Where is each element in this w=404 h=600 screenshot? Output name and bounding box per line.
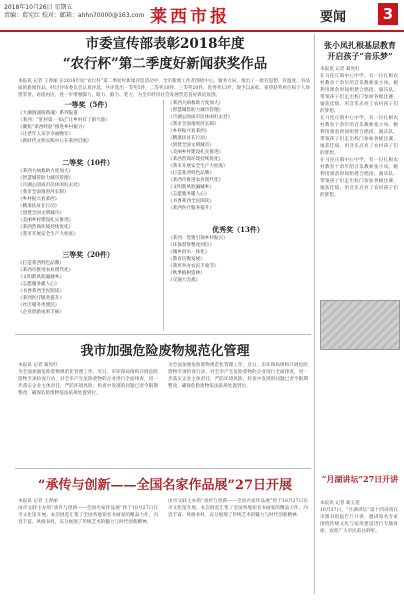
column-divider [163,100,164,330]
main-body: 在2018年度“农行杯”第二季度好新闻评选活动中，全市新闻工作者围绕中心、服务大局，推出了一批有思想、有温度、有品质的新闻作品。经过评审委员会认真评选，共评选出一等奖5件、二等奖10件、三等奖20件、优秀奖13件，现予以表彰。希望获奖单位和个人珍惜荣誉、再接再厉，进一步增强脚力、眼力、脑力、笔力，为全市经济社会发展营造良好舆论氛围。 [18,79,310,98]
right-story2-headline: “月湖讲坛”27日开讲 [321,474,399,484]
story2-col2 [168,362,308,462]
right-story2-text: 10月27日，“月湖讲坛”第十四讲将在市图书馆报告厅开讲，邀请知名专家围绕传统文化与家风建设进行专题讲座，欢迎广大市民前往聆听。 [320,508,398,534]
newspaper-logo: 莱西市报 [150,7,230,27]
right-story2-body [320,500,398,594]
section-divider [15,468,311,469]
story3-body: 由市文联主办的“承传与创新——全国名家作品展”将于10月27日在市文化馆开展。本次展览汇集了全国各地知名书画家的精品力作，内容丰富、风格多样，充分展现了传统艺术的魅力与时代创新精神。 [18,506,158,525]
right-story1-headline: 张小凤扎根基层教育 开启孩子“音乐梦” [324,40,396,61]
list-item: 《精准扶贫在行动》 [168,136,210,141]
list-item: 《莱西医疗服务提升》 [18,296,64,301]
list-item: 《莱西大病救助力度加大》 [168,101,224,106]
list-item: 《我市开展安全生产大检查》 [168,164,228,169]
second-column-list [168,100,308,212]
list-item: 《创建全国文明城市》 [18,211,64,216]
story3-col1 [18,498,158,594]
list-item: 《莱西营商环境持续优化》 [18,225,74,230]
list-item: 《城乡供水一体化》 [168,250,210,255]
right-story1-text: 在马连庄镇中心中学，有一位扎根农村教育十余年的音乐教师张小凤。她利用课余时间组建合唱团、器乐队，带领孩子们走出校门参加各级比赛，屡获佳绩，用音乐点亮了农村孩子们的梦想。 [320,74,398,114]
news-photo [320,300,400,350]
story2-col1 [18,362,158,462]
story3-byline: 本报讯 记者 王春丽 [18,499,58,504]
list-item: 《莱西营商环境持续优化》 [168,157,224,162]
main-headline [20,34,310,74]
second-prize-heading: 二等奖（10件） [62,158,114,167]
list-item: 《我市开展安全生产大检查》 [18,232,78,237]
list-item: 《打造莱西特色品牌》 [168,171,214,176]
story3-col2 [168,498,308,594]
list-item: 《文明新风吹遍城乡》 [18,275,64,280]
section-title: 要闻 [320,10,347,25]
second-prize-list [18,168,158,238]
right-story1-text-cont2: 在马连庄镇中心中学，有一位扎根农村教育十余年的音乐教师张小凤。她利用课余时间组建合唱团、器乐队，带领孩子们走出校门参加各级比赛，屡获佳绩，用音乐点亮了农村孩子们的梦想。 [320,158,398,198]
list-item: 《志愿服务暖人心》 [18,282,60,287]
main-byline: 本报讯 记者 王春丽 [18,79,58,84]
date-line: 2018年10月26日 星期五 [4,4,73,11]
list-item: 《莱西大病救助力度加大》 [18,169,74,174]
list-item: 《聚焦“莱西经验”推进乡村振兴》 [18,125,88,130]
list-item: 《美丽乡村建设扎实推进》 [18,218,74,223]
third-prize-list [18,260,158,316]
list-item: 《乡村振兴看莱西》 [168,129,210,134]
editor-line: 责编：葛宪红 校对：邮箱：ahhn70000@163.com [4,12,145,19]
list-item: 《让老年人乐享幸福晚年》 [18,132,74,137]
list-item: 《莱西市推进农业现代化》 [18,268,74,273]
story2-headline: 我市加强危险废物规范化管理 [80,344,250,359]
list-item: 《美丽乡村建设扎实推进》 [168,150,224,155]
list-item: 《莱西医疗服务提升》 [168,206,214,211]
list-item: 《莱西市推进农业现代化》 [168,178,224,183]
story2-body: 为全面加强危险废物规范化管理工作，近日，市环保局组织开展危险废物专项检查行动，对全市产生危险废物的企业进行全面排查，进一步落实企业主体责任，严防环境风险。检查中发现的问题已责令限期整改，确保危险废物依法依规处置到位。 [18,370,158,396]
list-item: 《社区服务更便民》 [18,303,60,308]
list-item: 《环保督察整改到位》 [168,243,214,248]
list-item: 《志愿服务暖人心》 [168,192,210,197]
list-item: 《精准扶贫在行动》 [18,204,60,209]
list-item: 《交通大会战》 [168,278,201,283]
right-story1-body [320,66,398,446]
story2-body-cont: 为全面加强危险废物规范化管理工作，近日，市环保局组织开展危险废物专项检查行动，对全市产生危险废物的企业进行全面排查，进一步落实企业主体责任，严防环境风险。检查中发现的问题已责令限期整改，确保危险废物依法依规处置到位。 [168,363,308,389]
list-item: 《文明新风吹遍城乡》 [168,185,214,190]
main-headline-line2: “农行杯”第二季度好新闻获奖作品 [62,56,268,72]
issue-date [4,4,144,20]
list-item: 《智慧城管助力城市管理》 [168,108,224,113]
list-item: 《月湖公园成市民休闲好去处》 [18,183,83,188]
list-item: 《教育均衡发展》 [168,257,205,262]
list-item: 《我市全面推进河长制》 [168,122,219,127]
list-item: 《乡村振兴看莱西》 [18,197,60,202]
list-item: 《打造莱西特色品牌》 [18,261,64,266]
list-item: 《新时代文明实践中心在莱西启航》 [18,139,92,144]
page-number: 3 [378,3,398,25]
right-story1-byline: 本报讯 记者 葛宪红 [320,67,360,72]
list-item: 《创建全国文明城市》 [168,143,214,148]
main-headline-line1: 市委宣传部表彰2018年度 [85,36,245,52]
list-item: 《企业创新成果丰硕》 [18,310,64,315]
story2-byline: 本报讯 记者 葛宪红 [18,363,58,368]
list-item: 《智慧城管助力城市管理》 [18,176,74,181]
first-prize-heading: 一等奖（5件） [64,100,112,109]
list-item: 《书香莱西全民阅读》 [18,289,64,294]
list-item: 《我市举办农民丰收节》 [168,264,219,269]
excellent-list [168,235,308,284]
list-item: 《月湖公园成市民休闲好去处》 [168,115,233,120]
first-prize-list [18,110,158,145]
list-item: 《大潮汹涌铸新魂》系列报道 [18,111,78,116]
excellent-heading: 优秀奖（13件） [212,225,264,234]
main-intro [18,78,310,99]
list-item: 《我市全面推进河长制》 [18,190,69,195]
list-item: 《莱西：“驻村第一书记”让乡村有了新气象》 [18,118,110,123]
right-story1-text-cont: 在马连庄镇中心中学，有一位扎根农村教育十余年的音乐教师张小凤。她利用课余时间组建合唱团、器乐队，带领孩子们走出校门参加各级比赛，屡获佳绩，用音乐点亮了农村孩子们的梦想。 [320,116,398,156]
story3-body-cont: 由市文联主办的“承传与创新——全国名家作品展”将于10月27日在市文化馆开展。本次展览汇集了全国各地知名书画家的精品力作，内容丰富、风格多样，充分展现了传统艺术的魅力与时代创新精神。 [168,499,308,518]
right-story2-byline: 本报讯 记者 葛玉莲 [320,501,360,506]
right-column-divider [314,34,315,594]
story3-headline: “承传与创新——全国名家作品展”27日开展 [37,478,293,493]
list-item: 《秋季植树造林》 [168,271,205,276]
section-divider [15,334,311,335]
masthead [0,0,404,32]
list-item: 《莱西：党建引领乡村振兴》 [168,236,228,241]
third-prize-heading: 三等奖（20件） [62,250,114,259]
list-item: 《书香莱西全民阅读》 [168,199,214,204]
